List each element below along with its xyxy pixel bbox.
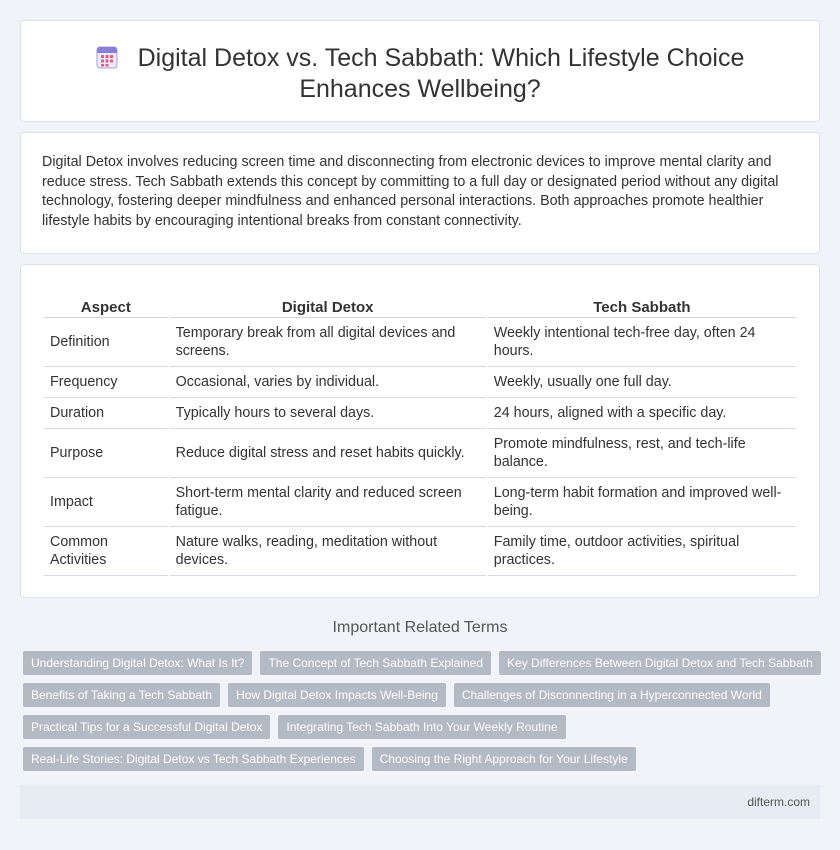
table-row bbox=[44, 398, 796, 429]
cell-digital-detox: Occasional, varies by individual. bbox=[170, 367, 486, 398]
cell-tech-sabbath: Promote mindfulness, rest, and tech-life balance. bbox=[488, 429, 796, 478]
related-term-tag[interactable]: Key Differences Between Digital Detox and Tech Sabbath bbox=[499, 651, 821, 675]
header-digital-detox: Digital Detox bbox=[170, 296, 486, 318]
footer bbox=[20, 785, 820, 819]
related-term-tag[interactable]: Understanding Digital Detox: What Is It? bbox=[23, 651, 252, 675]
table-header-row bbox=[44, 296, 796, 318]
table-row bbox=[44, 318, 796, 367]
footer-brand[interactable]: difterm.com bbox=[747, 795, 810, 809]
cell-digital-detox: Nature walks, reading, meditation without devices. bbox=[170, 527, 486, 576]
cell-tech-sabbath: Long-term habit formation and improved well-being. bbox=[488, 478, 796, 527]
table-row bbox=[44, 527, 796, 576]
page-title-wrap bbox=[21, 43, 819, 105]
cell-digital-detox: Reduce digital stress and reset habits quickly. bbox=[170, 429, 486, 478]
related-term-tag[interactable]: Practical Tips for a Successful Digital Detox bbox=[23, 715, 270, 739]
tag-row bbox=[23, 683, 823, 707]
tag-row bbox=[23, 651, 823, 675]
related-term-tag[interactable]: The Concept of Tech Sabbath Explained bbox=[260, 651, 491, 675]
header-aspect: Aspect bbox=[44, 296, 168, 318]
header-tech-sabbath: Tech Sabbath bbox=[488, 296, 796, 318]
cell-aspect: Common Activities bbox=[44, 527, 168, 576]
comparison-card bbox=[20, 264, 820, 598]
related-term-tag[interactable]: Challenges of Disconnecting in a Hyperconnected World bbox=[454, 683, 770, 707]
cell-tech-sabbath: Family time, outdoor activities, spiritual practices. bbox=[488, 527, 796, 576]
page-title: Digital Detox vs. Tech Sabbath: Which Lifestyle Choice Enhances Wellbeing? bbox=[137, 44, 745, 103]
cell-aspect: Frequency bbox=[44, 367, 168, 398]
cell-tech-sabbath: 24 hours, aligned with a specific day. bbox=[488, 398, 796, 429]
related-term-tag[interactable]: How Digital Detox Impacts Well-Being bbox=[228, 683, 446, 707]
cell-digital-detox: Typically hours to several days. bbox=[170, 398, 486, 429]
table-row bbox=[44, 478, 796, 527]
tag-row bbox=[23, 747, 823, 771]
cell-aspect: Impact bbox=[44, 478, 168, 527]
intro-card bbox=[20, 132, 820, 254]
comparison-table bbox=[42, 296, 798, 576]
cell-digital-detox: Short-term mental clarity and reduced screen fatigue. bbox=[170, 478, 486, 527]
calendar-icon bbox=[96, 45, 118, 69]
tag-row bbox=[23, 715, 823, 739]
table-row bbox=[44, 429, 796, 478]
cell-aspect: Purpose bbox=[44, 429, 168, 478]
related-term-tag[interactable]: Real-Life Stories: Digital Detox vs Tech Sabbath Experiences bbox=[23, 747, 364, 771]
cell-aspect: Definition bbox=[44, 318, 168, 367]
cell-aspect: Duration bbox=[44, 398, 168, 429]
related-term-tag[interactable]: Integrating Tech Sabbath Into Your Weekly Routine bbox=[278, 715, 565, 739]
cell-tech-sabbath: Weekly, usually one full day. bbox=[488, 367, 796, 398]
related-terms-title: Important Related Terms bbox=[332, 619, 508, 636]
related-term-tag[interactable]: Benefits of Taking a Tech Sabbath bbox=[23, 683, 220, 707]
cell-tech-sabbath: Weekly intentional tech-free day, often 24 hours. bbox=[488, 318, 796, 367]
cell-digital-detox: Temporary break from all digital devices and screens. bbox=[170, 318, 486, 367]
header-card bbox=[20, 20, 820, 122]
related-terms-list bbox=[23, 651, 823, 779]
table-row bbox=[44, 367, 796, 398]
intro-text: Digital Detox involves reducing screen time and disconnecting from electronic devices to improve mental clarity and reduce stress. Tech Sabbath extends this concept by committing to a full day or designated period without any digital technology, fostering deeper mindfulness and enhanced personal interactions. Both approaches promote healthier lifestyle habits by encouraging intentional breaks from constant connectivity. bbox=[42, 154, 779, 229]
related-term-tag[interactable]: Choosing the Right Approach for Your Lifestyle bbox=[372, 747, 636, 771]
